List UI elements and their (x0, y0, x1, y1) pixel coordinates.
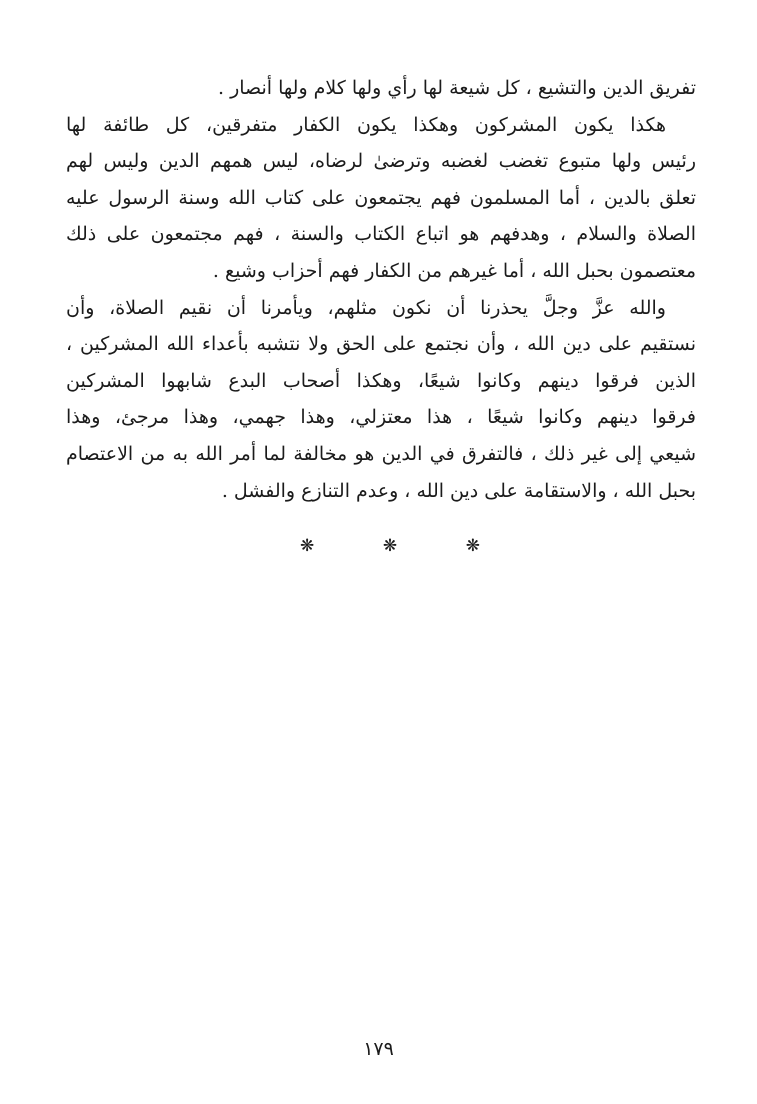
text-line: تفريق الدين والتشيع ، كل شيعة لها رأي ولها كلام ولها أنصار . (217, 77, 696, 99)
text-line: والله عزَّ وجلَّ يحذرنا أن نكون مثلهم، ويأمرنا أن نقيم الصلاة، وأن (66, 296, 666, 319)
asterism-icon: ❋ (465, 536, 480, 556)
text-line: رئيس ولها متبوع تغضب لغضبه وترضىٰ لرضاه، ليس همهم الدين وليس لهم (66, 150, 696, 173)
text-line: بحبل الله ، والاستقامة على دين الله ، وعدم التنازع والفشل . (221, 479, 696, 502)
asterism-icon: ❋ (300, 536, 315, 556)
section-separator (300, 532, 480, 560)
asterism-icon: ❋ (382, 536, 398, 556)
text-line: هكذا يكون المشركون وهكذا يكون الكفار متفرقين، كل طائفة لها (66, 113, 666, 136)
body-text (66, 70, 696, 509)
text-line: الصلاة والسلام ، وهدفهم هو اتباع الكتاب والسنة ، فهم مجتمعون على ذلك (66, 223, 696, 246)
text-line: معتصمون بحبل الله ، أما غيرهم من الكفار فهم أحزاب وشيع . (212, 259, 696, 282)
text-line: فرقوا دينهم وكانوا شيعًا ، هذا معتزلي، وهذا جهمي، وهذا مرجئ، وهذا (66, 406, 696, 429)
text-line: الذين فرقوا دينهم وكانوا شيعًا، وهكذا أصحاب البدع شابهوا المشركين (66, 369, 696, 392)
text-line: نستقيم على دين الله ، وأن نجتمع على الحق ولا نتشبه بأعداء الله المشركين ، (66, 333, 696, 356)
page-number: ١٧٩ (363, 1038, 394, 1060)
text-line: تعلق بالدين ، أما المسلمون فهم يجتمعون على كتاب الله وسنة الرسول عليه (66, 186, 696, 209)
text-line: شيعي إلى غير ذلك ، فالتفرق في الدين هو مخالفة لما أمر الله به من الاعتصام (66, 442, 696, 465)
